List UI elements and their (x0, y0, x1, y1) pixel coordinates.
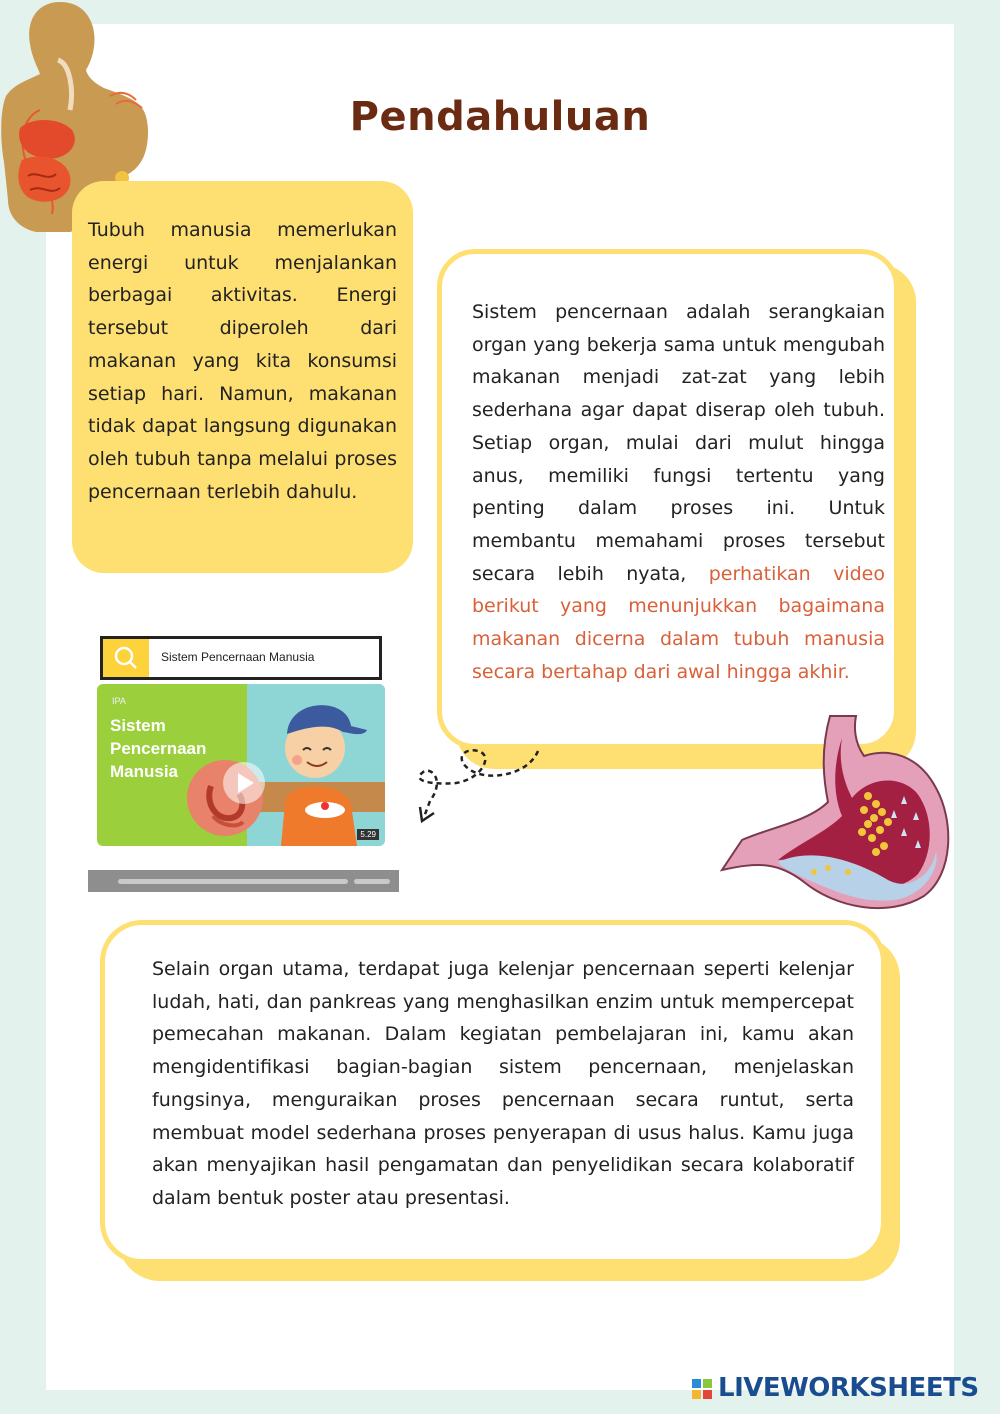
description-text: Sistem pencernaan adalah serangkaian organ yang bekerja sama untuk mengubah makanan menjadi zat-zat yang lebih sederhana agar dapat diserap oleh tubuh. Setiap organ, mulai dari mulut hingga anus, memiliki fungsi tertentu yang penting dalam proses ini. Untuk membantu memahami proses tersebut secara lebih nyata, (472, 301, 885, 585)
volume-track[interactable] (354, 879, 390, 884)
progress-track[interactable] (118, 879, 348, 884)
objectives-paragraph: Selain organ utama, terdapat juga kelenjar pencernaan seperti kelenjar ludah, hati, dan pankreas yang menghasilkan enzim untuk mempercepat pemecahan makanan. Dalam kegiatan pembelajaran ini, kamu akan mengidentifikasi bagian-bagian sistem pencernaan, menjelaskan fungsinya, menguraikan proses pencernaan secara runtut, serta membuat model sederhana proses penyerapan di usus halus. Kamu juga akan menyajikan hasil pengamatan dan penyelidikan secara kolaboratif dalam bentuk poster atau presentasi. (152, 958, 854, 1209)
video-thumbnail[interactable] (97, 684, 385, 846)
video-progress-bar[interactable] (88, 870, 399, 892)
video-search-bar[interactable] (100, 636, 382, 680)
liveworksheets-logo (692, 1373, 992, 1405)
search-icon[interactable] (103, 639, 149, 677)
logo-grid-icon (692, 1379, 712, 1399)
intro-paragraph: Tubuh manusia memerlukan energi untuk menjalankan berbagai aktivitas. Energi tersebut diperoleh dari makanan yang kita konsumsi setiap hari. Namun, makanan tidak dapat langsung digunakan oleh tubuh tanpa melalui proses pencernaan terlebih dahulu. (88, 219, 397, 503)
video-instruction-highlight: perhatikan video berikut yang menunjukkan bagaimana makanan dicerna dalam tubuh manusia secara bertahap dari awal hingga akhir. (472, 562, 885, 683)
search-query: Sistem Pencernaan Manusia (161, 650, 315, 664)
play-icon[interactable] (221, 760, 267, 806)
description-paragraph (472, 296, 885, 688)
child-eating-illustration (247, 692, 385, 846)
logo-text: LIVEWORKSHEETS (718, 1373, 979, 1403)
page-title: Pendahuluan (349, 94, 651, 140)
video-duration: 5.29 (357, 829, 379, 840)
thumbnail-title: Sistem Pencernaan Manusia (110, 716, 207, 781)
dashed-arrow-icon (410, 745, 550, 835)
thumbnail-tag: IPA (112, 696, 126, 706)
stomach-illustration (718, 712, 958, 918)
